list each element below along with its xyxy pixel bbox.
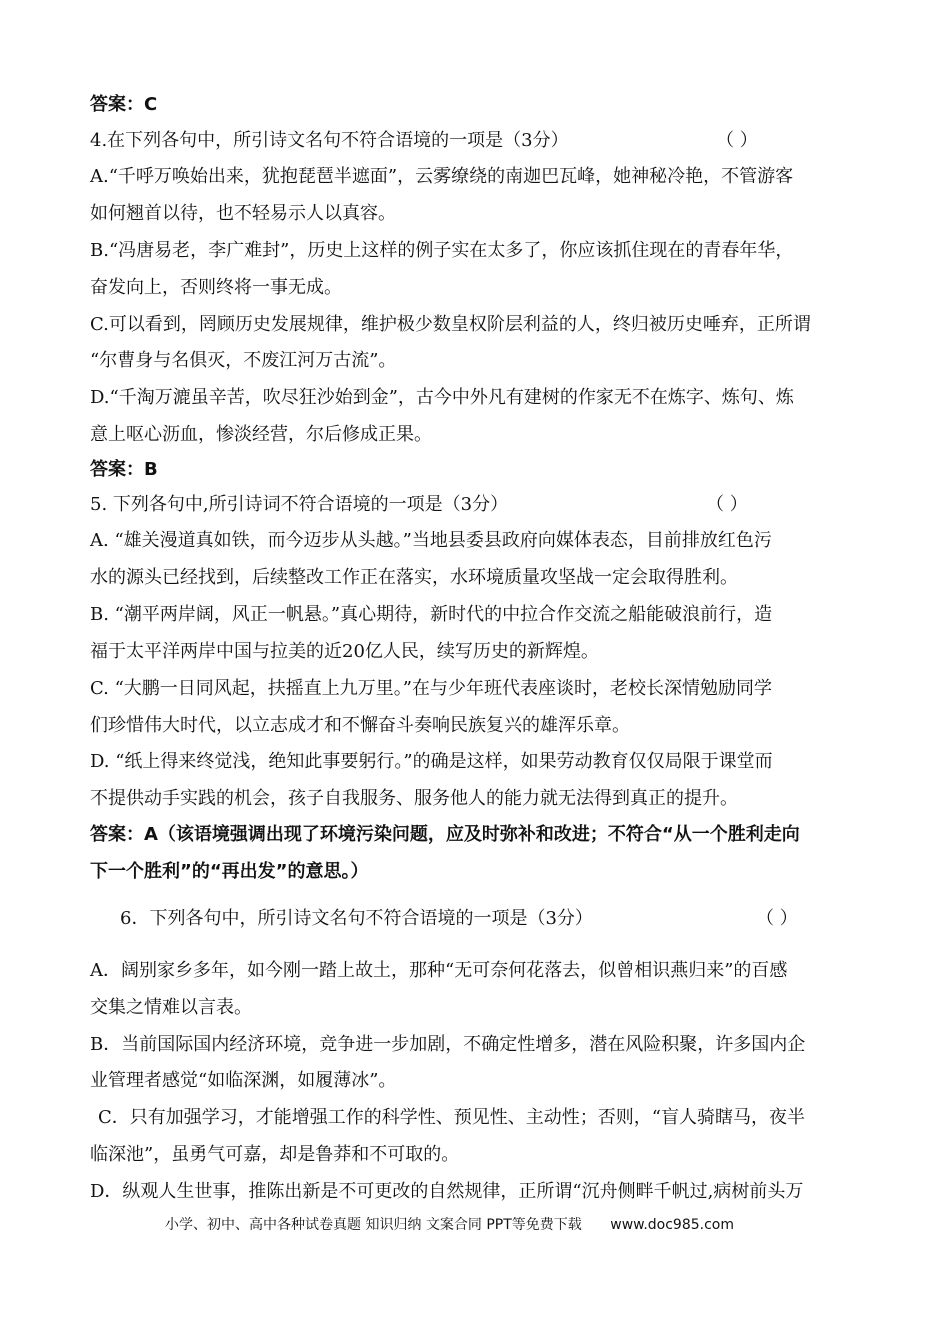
option-line: 奋发向上，否则终将一事无成。	[90, 277, 342, 298]
option-line: D．纵观人生世事，推陈出新是不可更改的自然规律，正所谓“沉舟侧畔千帆过,病树前头万	[90, 1181, 804, 1202]
option-line: C．只有加强学习，才能增强工作的科学性、预见性、主动性；否则，“盲人骑瞎马，夜半	[98, 1107, 805, 1128]
page-footer	[165, 1215, 734, 1235]
option-line: C.可以看到，罔顾历史发展规律，维护极少数皇权阶层利益的人，终归被历史唾弃，正所谓	[90, 314, 811, 335]
footer-text: 小学、初中、高中各种试卷真题 知识归纳 文案合同 PPT等免费下载	[165, 1217, 582, 1233]
option-line: 业管理者感觉“如临深渊，如履薄冰”。	[90, 1070, 397, 1091]
option-line: 们珍惜伟大时代，以立志成才和不懈奋斗奏响民族复兴的雄浑乐章。	[90, 715, 630, 736]
option-line: 交集之情难以言表。	[90, 997, 252, 1018]
answer-line: 答案：B	[90, 459, 158, 480]
footer-url[interactable]: www.doc985.com	[610, 1217, 734, 1233]
option-line: 意上呕心沥血，惨淡经营，尔后修成正果。	[90, 424, 432, 445]
question-6-blank: （ ）	[756, 908, 798, 929]
question-4-blank: （ ）	[716, 130, 758, 151]
option-line: A．阔别家乡多年，如今刚一踏上故土，那种“无可奈何花落去，似曾相识燕归来”的百感	[90, 960, 788, 981]
option-line: C. “大鹏一日同风起，扶摇直上九万里。”在与少年班代表座谈时，老校长深情勉励同学	[90, 678, 772, 699]
answer-explanation: 答案：A（该语境强调出现了环境污染问题，应及时弥补和改进；不符合“从一个胜利走向	[90, 824, 800, 845]
option-line: 水的源头已经找到，后续整改工作正在落实，水环境质量攻坚战一定会取得胜利。	[90, 567, 738, 588]
question-5-stem: 5. 下列各句中,所引诗词不符合语境的一项是（3分）	[90, 494, 509, 515]
option-line: 不提供动手实践的机会，孩子自我服务、服务他人的能力就无法得到真正的提升。	[90, 788, 738, 809]
option-line: 如何翘首以待，也不轻易示人以真容。	[90, 203, 396, 224]
option-line: 福于太平洋两岸中国与拉美的近20亿人民，续写历史的新辉煌。	[90, 641, 599, 662]
option-line: B. “潮平两岸阔，风正一帆悬。”真心期待，新时代的中拉合作交流之船能破浪前行，造	[90, 604, 773, 625]
option-line: 临深池”，虽勇气可嘉，却是鲁莽和不可取的。	[90, 1144, 460, 1165]
option-line: A.“千呼万唤始出来，犹抱琵琶半遮面”，云雾缭绕的南迦巴瓦峰，她神秘冷艳，不管游客	[90, 166, 794, 187]
option-line: D.“千淘万漉虽辛苦，吹尽狂沙始到金”，古今中外凡有建树的作家无不在炼字、炼句、炼	[90, 387, 794, 408]
option-line: B.“冯唐易老，李广难封”，历史上这样的例子实在太多了，你应该抓住现在的青春年华，	[90, 240, 794, 261]
option-line: D. “纸上得来终觉浅，绝知此事要躬行。”的确是这样，如果劳动教育仅仅局限于课堂而	[90, 751, 773, 772]
question-6-stem: 6．下列各句中，所引诗文名句不符合语境的一项是（3分）	[120, 908, 593, 929]
question-4-stem: 4.在下列各句中，所引诗文名句不符合语境的一项是（3分）	[90, 130, 569, 151]
option-line: “尔曹身与名俱灭，不废江河万古流”。	[90, 350, 397, 371]
option-line: A. “雄关漫道真如铁，而今迈步从头越。”当地县委县政府向媒体表态，目前排放红色污	[90, 530, 772, 551]
question-5-blank: （ ）	[706, 494, 748, 515]
answer-line: 答案：C	[90, 94, 158, 115]
option-line: B．当前国际国内经济环境，竞争进一步加剧，不确定性增多，潜在风险积聚，许多国内企	[90, 1034, 806, 1055]
answer-explanation: 下一个胜利”的“再出发”的意思。）	[90, 861, 369, 882]
